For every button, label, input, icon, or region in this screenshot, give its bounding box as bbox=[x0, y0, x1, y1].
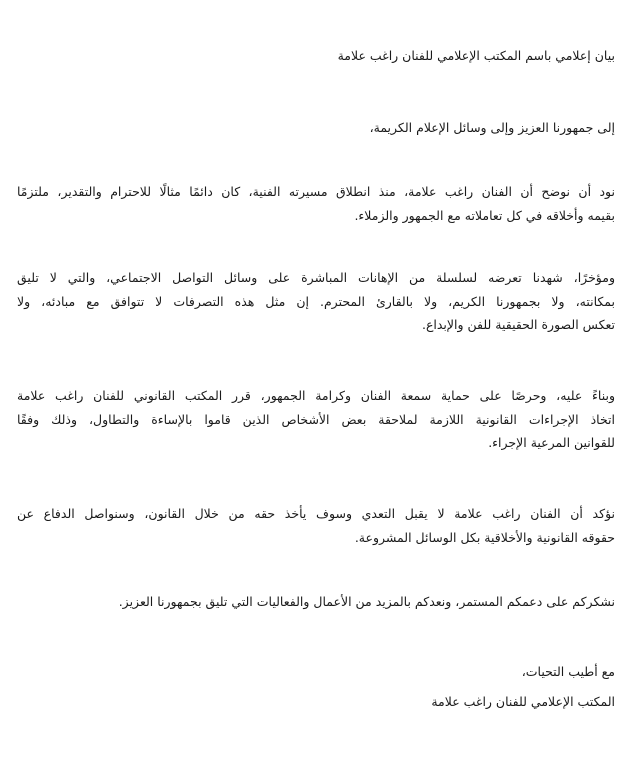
closing-text: مع أطيب التحيات، bbox=[521, 664, 615, 679]
paragraph-clarification bbox=[17, 180, 615, 227]
paragraph-thanks bbox=[17, 590, 615, 614]
paragraph-line: اتخاذ الإجراءات القانونية اللازمة لملاحقة بعض الأشخاص الذين قاموا بالإساءة والتطاول، وذلك وفقًا bbox=[17, 411, 615, 427]
closing bbox=[17, 660, 615, 684]
paragraph-legal-action bbox=[17, 384, 615, 455]
salutation-text: إلى جمهورنا العزيز وإلى وسائل الإعلام الكريمة، bbox=[369, 120, 615, 135]
salutation bbox=[17, 116, 615, 140]
paragraph-line: حقوقه القانونية والأخلاقية بكل الوسائل المشروعة. bbox=[354, 529, 615, 545]
statement-title-text: بيان إعلامي باسم المكتب الإعلامي للفنان راغب علامة bbox=[337, 48, 615, 63]
paragraph-line: ومؤخرًا، شهدنا تعرضه لسلسلة من الإهانات المباشرة على وسائل التواصل الاجتماعي، والتي لا تليق bbox=[17, 270, 615, 285]
paragraph-rights bbox=[17, 502, 615, 549]
paragraph-line: نؤكد أن الفنان راغب علامة لا يقبل التعدي وسوف يأخذ حقه من خلال القانون، وسنواصل الدفاع عن bbox=[17, 506, 615, 521]
paragraph-line: نشكركم على دعمكم المستمر، ونعدكم بالمزيد من الأعمال والفعاليات التي تليق بجمهورنا العزيز. bbox=[118, 594, 615, 609]
statement-title bbox=[17, 44, 615, 68]
paragraph-line: نود أن نوضح أن الفنان راغب علامة، منذ انطلاق مسيرته الفنية، كان دائمًا مثالًا للاحترام والتقدير، ملتزمًا bbox=[17, 184, 615, 199]
signature-text: المكتب الإعلامي للفنان راغب علامة bbox=[431, 694, 615, 709]
paragraph-line: بمكانته، ولا بجمهورنا الكريم، ولا بالقارئ المحترم. إن مثل هذه التصرفات لا تتوافق مع مبادئه، ولا bbox=[17, 293, 615, 309]
paragraph-line: بقيمه وأخلاقه في كل تعاملاته مع الجمهور والزملاء. bbox=[354, 207, 615, 223]
paragraph-insults bbox=[17, 266, 615, 337]
signature bbox=[17, 690, 615, 714]
paragraph-line: للقوانين المرعية الإجراء. bbox=[488, 435, 615, 450]
paragraph-line: تعكس الصورة الحقيقية للفن والإبداع. bbox=[421, 317, 615, 332]
paragraph-line: وبناءً عليه، وحرصًا على حماية سمعة الفنان وكرامة الجمهور، قرر المكتب القانوني للفنان راغب علامة bbox=[17, 388, 615, 403]
